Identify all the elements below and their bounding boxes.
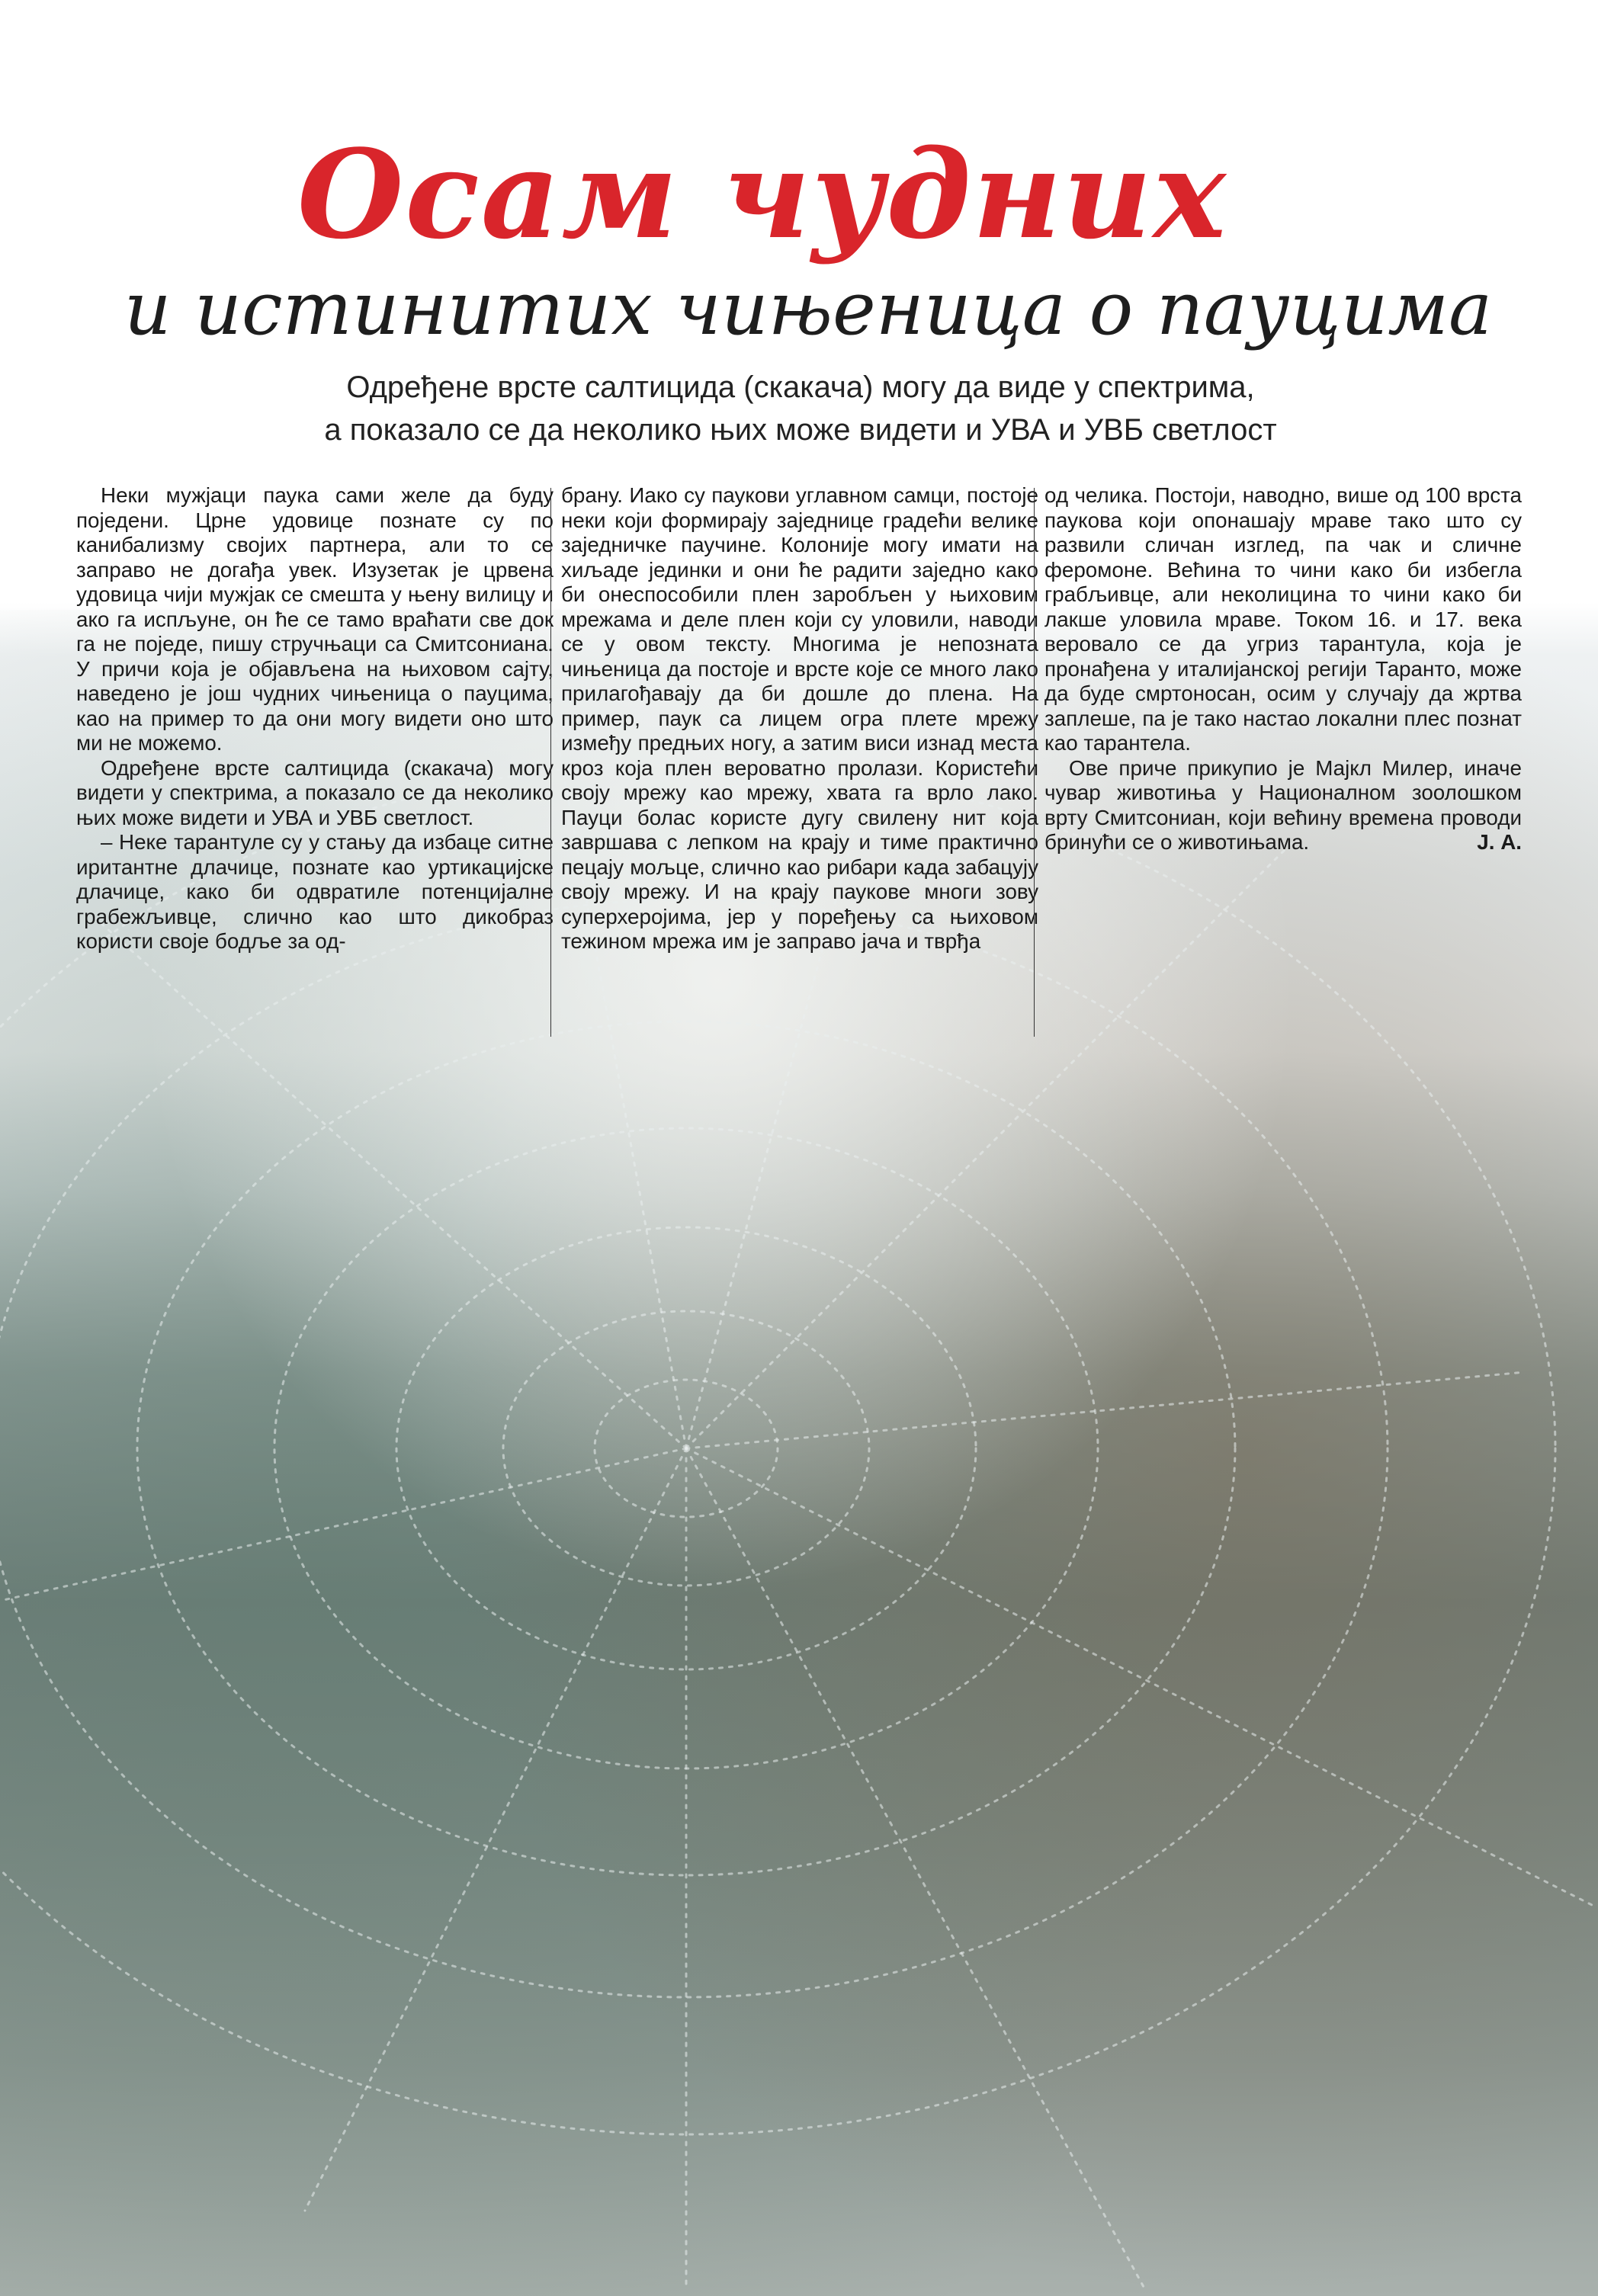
paragraph: од челика. Постоји, наводно, више од 100 врста паукова који опонашају мраве тако што су развили сличан изглед, па чак и сличне феромоне. Већина то чини како би избегла грабљивце, али неколицина то чини како би лакше уловила мраве. Током 16. и 17. века веровало се да угриз тарантула, која је пронађена у италијанској регији Таранто, може да буде смртоносан, осим у случају да жртва заплеше, па је тако настао локални плес познат као тарантела. (1044, 483, 1522, 755)
column-divider (550, 488, 551, 1037)
lede-line: Одређене врсте салтицида (скакача) могу да виде у спектрима, (346, 370, 1255, 404)
article-title: Осам чудних (297, 123, 1227, 266)
lede-line: а показало се да неколико њих може видети и УВА и УВБ светлост (324, 413, 1277, 447)
author-signature: Ј. А. (1477, 830, 1522, 854)
text-column-3 (1044, 483, 1522, 855)
paragraph (1044, 756, 1522, 855)
paragraph: – Неке тарантуле су у стању да избаце ситне иритантне длачице, познате као уртикацијске длачице, како би одвратиле потенцијалне грабежљивце, слично као што дикобраз користи своје бодље за од- (76, 830, 554, 953)
text-column-1 (76, 483, 554, 954)
article-subtitle: и истинитих чињеница о пауцима (124, 266, 1493, 351)
paragraph: брану. Иако су паукови углавном самци, постоје неки који формирају заједнице градећи велике заједничке паучине. Колоније могу имати на хиљаде јединки и они ће радити заједно како би онеспособили плен заробљен у њиховим мрежама и деле плен који су уловили, наводи се у овом тексту. Многима је непозната чињеница да постоје и врсте које се много лако прилагођавају да би дошле до плена. На пример, паук са лицем огра плете мрежу између предњих ногу, а затим виси изнад места кроз која плен вероватно пролази. Користећи своју мрежу као мрежу, хвата га врло лако. Пауци болас користе дугу свилену нит која завршава с лепком на крају и тиме практично пецају мољце, слично као рибари када забацују своју мрежу. И на крају паукове многи зову суперхеројима, јер у поређењу са њиховом тежином мрежа им је заправо јача и тврђа (561, 483, 1038, 953)
paragraph: Неки мужјаци паука сами желе да буду поједени. Црне удовице познате су по канибализму својих партнера, али то се заправо не догађа увек. Изузетак је црвена удовица чији мужјак се смешта у њену вилицу и ако га испљуне, он ће се тамо враћати све док га не поједе, пишу стручњаци са Смитсониана. У причи која је објављена на њиховом сајту, наведено је још чудних чињеница о пауцима, као на пример то да они могу видети оно што ми не можемо. (76, 483, 554, 755)
column-divider (1034, 488, 1035, 1037)
article-lede (152, 366, 1449, 465)
paragraph-text: Ове приче прикупио је Мајкл Милер, иначе чувар животиња у Националном зоолошком врту Смитсониан, који већину времена проводи бринући се о животињама. (1044, 755, 1522, 854)
text-column-2 (561, 483, 1038, 954)
paragraph: Одређене врсте салтицида (скакача) могу видети у спектрима, а показало се да неколико њих може видети и УВА и УВБ светлост. (76, 755, 554, 829)
